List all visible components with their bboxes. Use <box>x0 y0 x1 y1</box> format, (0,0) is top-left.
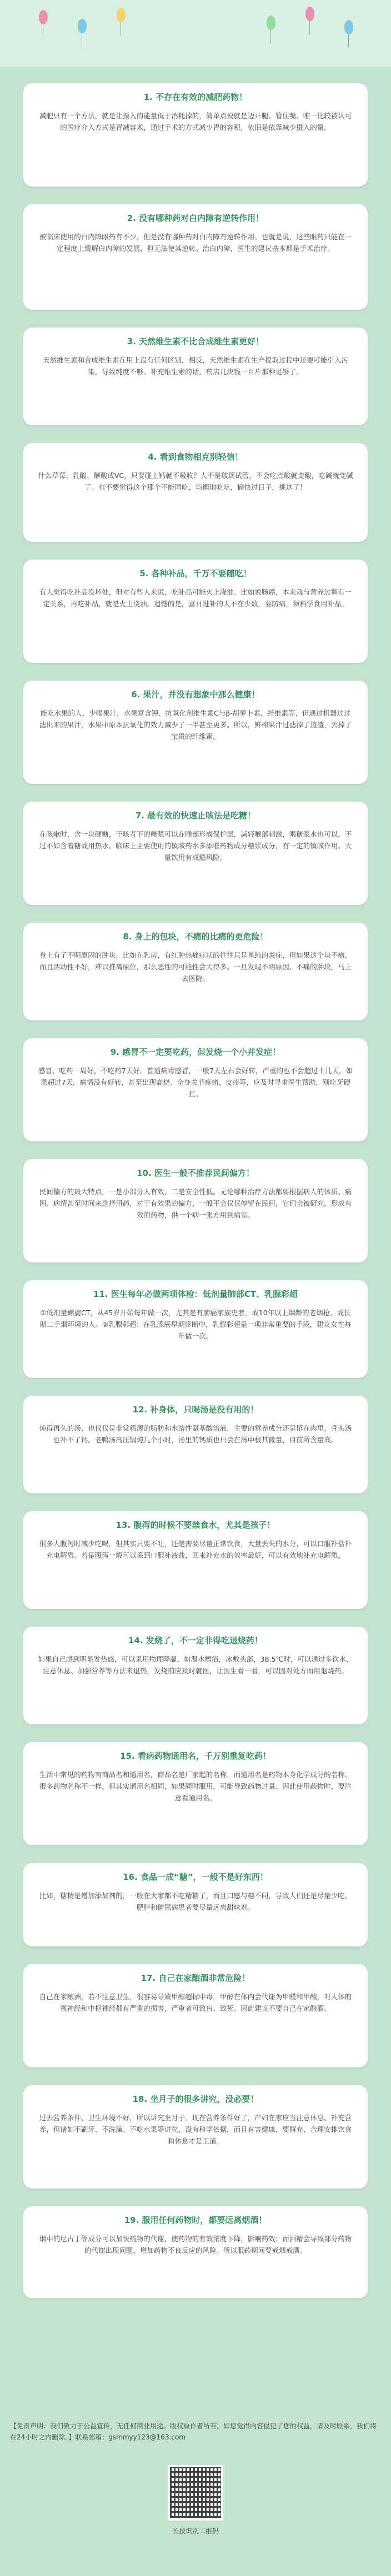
tip-title: 3. 天然维生素不比合成维生素更好！ <box>127 336 264 346</box>
tip-title: 8. 身上的包块，不痛的比痛的更危险！ <box>123 932 268 942</box>
qr-code-icon[interactable] <box>168 2465 223 2520</box>
tip-title: 6. 果汁，并没有想象中那么健康！ <box>131 690 260 700</box>
tip-card <box>23 83 368 187</box>
tip-title: 17. 自己在家酿酒非常危险！ <box>141 1973 250 1983</box>
tip-title: 4. 看到食物相克别轻信！ <box>148 452 243 462</box>
tip-card <box>23 560 368 663</box>
tip-body: 很多人腹泻时减少吃喝，但其实只要不吐，还是需要尽量正常饮食，大量丢失的水分，可以口服补盐补充电解质。若是腹泻一般可以采到口服补液盐，回来补充水的效率最好，可以有效地补充电解质。 <box>39 1539 352 1559</box>
tip-body: 有人觉得吃补品没坏处，但对有些人来说，吃补品可能火上浇油。比如说肠癌，本来就与营养过剩有一定关系，再吃补品，就是火上浇油。遗憾的是，富日进补的人不在少数，要防病，须科学食用补品。 <box>39 588 352 608</box>
disclaimer-text: 【免责声明：我们致力于公益宣传，无任何商业用途。版权原作者所有，如您觉得内容侵犯了您的权益，请及时联系，我们将在24小时之内删除。】联系邮箱：gsmmyy123@163.com <box>10 2422 377 2441</box>
tip-title: 2. 没有哪种药对白内障有逆转作用！ <box>127 213 264 223</box>
tip-body: 比如，糖精是增加添加剂的，一般在大家都不吃精糖了，而且口感与糖不同，导致人们还是尽量少吃，肥胖和糖尿病患者要尽量远离甜味剂。 <box>39 1891 352 1911</box>
tip-title: 19. 服用任何药物时，都要远离烟酒！ <box>124 2215 267 2225</box>
tip-body: 如果自己感到明显发热感，可以采用物理降温，如温水擦浴，冰敷头部，38.5℃时，可以通过多饮水、注意休息、加强营养等方法来退热，发烧前应及时就医，让医生看一看，可以因对处方而用退烧药。 <box>38 1655 353 1675</box>
tip-body: 过去营养条件、卫生环境不好，所以讲究坐月子。现在营养条件好了，产妇在家应当注意休息、补充营养，但诸如不刷牙、不洗澡、不吃水果等讲究，没有科学依据，而且有害健康，要摒弃，合理安排饮食和休息才是王道。 <box>39 2114 352 2145</box>
tip-body: 减肥只有一个方法，就是让摄入的能量低于消耗掉的，简单点说就是迈开腿、管住嘴。唯一比较被认可的医疗介入方式是胃减容术，通过手术的方式减少胃的容积，依旧是依靠减少摄入的量。 <box>39 112 352 132</box>
balloon-icon <box>344 20 353 34</box>
tip-card <box>23 328 368 425</box>
tip-card <box>23 2206 368 2298</box>
tip-body: 什么草莓、乳酸、酵酸或VC，只要碰上钙就不吸收？人不是玻璃试管，不会吃点酸就变酸，吃碱就变碱了。也不要觉得这个那个不能同吃，均衡地吃吃，愉快过日子，挑这了！ <box>38 471 353 491</box>
tip-card <box>23 1627 368 1724</box>
tip-body: 民间偏方的最大特点，一是小部分人有效，二是安全性低。无论哪种治疗方法都要根据病人的体质、病因、病情甚至时间来选择用药，对于有效果的偏方，一般不会仅仅停留在民间，它们会被研究，形成有效的药物，供一个病一张方用到病室。 <box>39 1188 352 1219</box>
tip-title: 14. 发烧了，不一定非得吃退烧药！ <box>128 1636 263 1646</box>
tip-card <box>23 443 368 542</box>
header-banner <box>0 0 391 67</box>
qr-pattern <box>170 2467 221 2518</box>
tip-card <box>23 1863 368 1946</box>
tip-card <box>23 681 368 784</box>
tip-title: 18. 坐月子的很多讲究，没必要！ <box>132 2094 259 2104</box>
balloon-icon <box>267 16 275 30</box>
tip-card <box>23 1159 368 1262</box>
tip-title: 13. 腹泻的时候不要禁食水，尤其是孩子！ <box>116 1520 275 1530</box>
tip-card <box>23 204 368 310</box>
balloon-icon <box>39 10 48 24</box>
balloon-icon <box>117 8 126 22</box>
tip-body: 自己在家酿酒，若不注意卫生，很容易导致甲醇超标中毒，甲醇在体内会代谢为甲醛和甲酸，对人体的视神经和中枢神经都有严重的损害，严重者可致盲、致死。因此建议不要自己在家酿酒。 <box>39 1993 352 2012</box>
tip-title: 1. 不存在有效的减肥药物！ <box>143 92 248 102</box>
tip-body: 感冒，吃药一周好，不吃药7天好。普通病毒感冒，一般7天左右会好转，严重的也不会超过十几天，如果超过7天，病情没有好转，甚至出现高烧、全身关节疼痛、皮疹等，应及时寻求医生帮助，别吃牙硬扛。 <box>38 1066 353 1098</box>
tip-card <box>23 1280 368 1378</box>
qr-label: 长按识别二维码 <box>172 2527 219 2535</box>
tip-title: 9. 感冒不一定要吃药，但发烧一个小并发症！ <box>110 1047 281 1057</box>
tip-card <box>23 923 368 1020</box>
tip-body: 能吃水果的人，少喝果汁，水果富含钾、抗氧化剂维生素C与β-胡萝卜素、纤维素等，但通过机器过过滤出来的果汁，水果中原本抗氧化的效力减少了一半甚至更多。所以，鲜榨果汁过滤掉了渣渣，丢掉了宝贵的纤维素。 <box>39 709 352 741</box>
tip-title: 7. 最有效的快速止咳法是吃糖！ <box>135 811 256 821</box>
tip-title: 10. 医生一般不推荐民间偏方！ <box>137 1168 254 1178</box>
tip-title: 11. 医生每年必做两项体检：低剂量肺部CT、乳腺彩超 <box>93 1289 298 1299</box>
tip-body: 身上有了不明原因的肿块，比如在乳房，有红肿热痛症状的往往只是单纯的炎症，但如果这个块不痛，而且活动性不好，难以推离原位，那么恶性的可能性会大得多。一旦发现不明原因、不痛的肿块，马上去医院。 <box>39 951 352 983</box>
balloon-icon <box>78 19 87 33</box>
tip-card <box>23 1964 368 2067</box>
tip-body: 炖得再久的汤，也仅仅是非常稀薄的脂肪和水溶性氨基酸溶液，主要的营养成分还是留在肉里，骨头汤也补不了钙。老鸭汤高压锅炖几个小时，汤里的钙质也只会在汤中极其微量，目前所含量高。 <box>39 1424 352 1444</box>
tip-title: 12. 补身体，只喝汤是没有用的！ <box>132 1405 259 1415</box>
tip-body: 生活中常见的药物有商品名和通用名，商品名是厂家起的名称，而通用名是药物本身化学成分的名称。很多药物名称不一样，但其实通用名相同，如果同时服用，可能导致药物过量。因此使用药物时，要注意看通用名。 <box>39 1770 352 1802</box>
tip-body: 烟中的尼古丁等成分可以加快药物的代谢，使药物的有效浓度下降，影响药效；而酒精会导致部分药物的代谢出现问题，增加药物不良反应的风险。所以服药期间要戒烟戒酒。 <box>39 2235 352 2255</box>
tip-body: 被临床使用的白内障眼药有不少，但是没有哪种药对白内障有逆转作用。也就是说，这些眼药只能在一定程度上缓解白内障的发展，但无法使其逆转。治白内障，医生的建议基本都是手术治疗。 <box>39 233 352 253</box>
tip-card <box>23 1742 368 1845</box>
tip-title: 5. 各种补品，千万不要随吃！ <box>139 568 252 578</box>
tip-card <box>23 802 368 905</box>
tip-body: ①低剂量螺旋CT，从45岁开始每年做一次，尤其是有肺癌家族史者，或10年以上烟龄的老烟枪，或长期二手烟环境的人。②乳腺彩超：在乳腺癌早期诊断中，乳腺彩超是一项非常重要的手段，建议女性每年做一次。 <box>39 1309 352 1340</box>
tip-body: 在咳嗽时，含一块硬糖，干咳者下的糖浆可以在喉部形成保护层，减轻喉部刺激，喝糖浆水也可以，不过不如含着糖或用热水。临床上主要使用的镇咳药水多添着药物成分糖浆成分，有一定的镇咳作用。大量饮用有成瘾风险。 <box>39 830 352 862</box>
tip-card <box>23 1511 368 1609</box>
tip-body: 天然维生素和合成维生素在用上没有任何区别，相反，天然维生素在生产提取过程中还要可能引入污染，导致纯度不够。补充维生素的话，药店几块钱一百片那种足够了。 <box>42 356 348 376</box>
tip-card <box>23 1396 368 1493</box>
tip-title: 15. 看病药物通用名，千万别重复吃药！ <box>120 1751 271 1761</box>
tip-card <box>23 1038 368 1141</box>
tip-title: 16. 食品一成“糖”，一般不是好东西！ <box>123 1872 268 1882</box>
balloon-icon <box>305 7 314 21</box>
tip-card <box>23 2085 368 2188</box>
